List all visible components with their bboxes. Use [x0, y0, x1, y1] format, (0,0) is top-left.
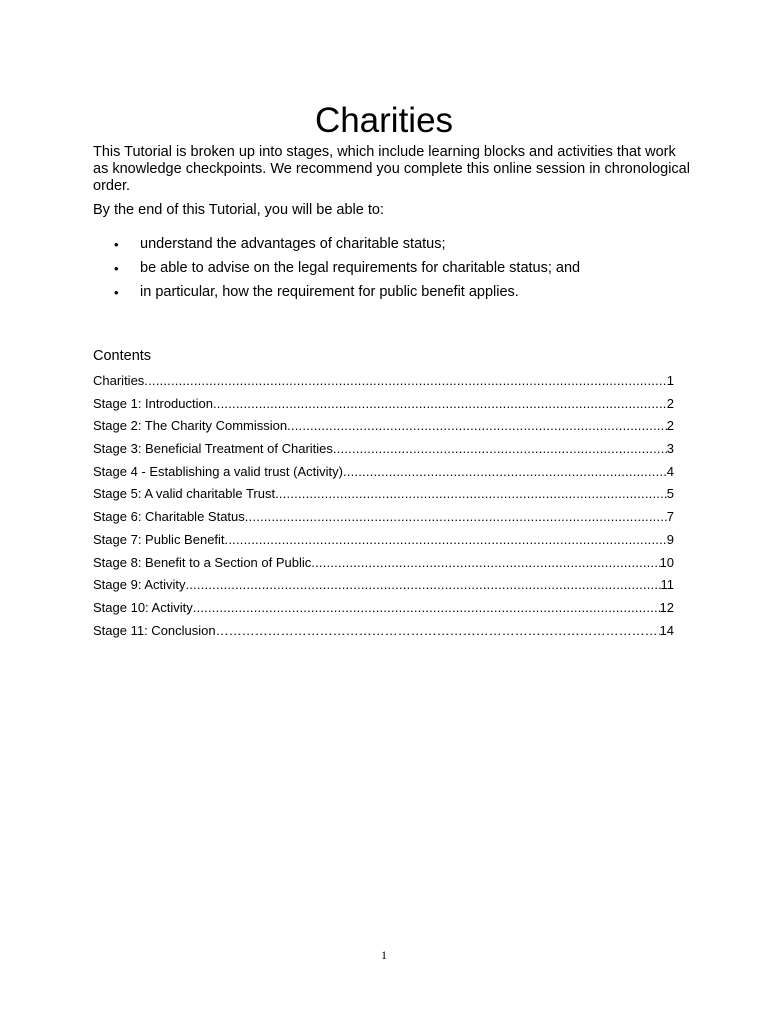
toc-entry-title: Charities	[93, 373, 145, 388]
toc-entry-title: Stage 5: A valid charitable Trust	[93, 486, 276, 502]
outcome-item	[93, 260, 580, 284]
toc-entry-page: 3	[666, 441, 674, 457]
toc-leader	[213, 395, 667, 412]
outcome-text: in particular, how the requirement for public benefit applies.	[140, 284, 519, 300]
toc-entry-title: Stage 8: Benefit to a Section of Public	[93, 554, 312, 570]
toc-leader	[287, 417, 667, 434]
toc-leader	[333, 440, 667, 457]
toc-entry[interactable]	[93, 508, 674, 531]
toc-entry[interactable]	[93, 440, 674, 463]
toc-entry-title: Stage 2: The Charity Commission	[93, 418, 288, 434]
toc-entry[interactable]	[93, 395, 674, 418]
toc-leader	[216, 622, 660, 639]
outcomes-lead: By the end of this Tutorial, you will be able to:	[93, 202, 384, 218]
toc-leader	[225, 531, 667, 548]
outcomes-list	[93, 236, 580, 308]
toc-entry-page: 2	[666, 395, 674, 411]
toc-leader	[245, 508, 667, 525]
toc-entry-page: 5	[666, 486, 674, 502]
bullet-icon: •	[114, 285, 119, 300]
toc-leader	[311, 554, 659, 571]
toc-entry-page: 14	[659, 622, 674, 638]
toc-entry-title: Stage 9: Activity	[93, 577, 186, 593]
toc-leader	[144, 372, 666, 389]
toc-entry-title: Stage 4 - Establishing a valid trust (Activity)	[93, 463, 343, 479]
table-of-contents	[93, 372, 674, 644]
toc-entry-title: Stage 7: Public Benefit	[93, 531, 225, 547]
toc-entry-title: Stage 3: Beneficial Treatment of Charities	[93, 441, 333, 457]
toc-entry[interactable]	[93, 463, 674, 486]
toc-entry[interactable]	[93, 417, 674, 440]
contents-heading: Contents	[93, 348, 152, 364]
outcome-text: be able to advise on the legal requirements for charitable status; and	[140, 260, 581, 276]
toc-entry-title: Stage 1: Introduction	[93, 395, 213, 411]
page-number: 1	[381, 948, 387, 962]
outcome-item	[93, 284, 580, 308]
toc-entry[interactable]	[93, 372, 674, 395]
toc-entry[interactable]	[93, 622, 674, 645]
toc-leader	[343, 463, 667, 480]
toc-entry[interactable]	[93, 485, 674, 508]
toc-entry-page: 9	[666, 531, 674, 547]
intro-paragraph: This Tutorial is broken up into stages, which include learning blocks and activities that work as knowledge checkpoints. We recommend you complete this online session in chronological order.	[93, 144, 690, 194]
outcome-item	[93, 236, 580, 260]
toc-entry-page: 4	[666, 463, 674, 479]
toc-entry[interactable]	[93, 599, 674, 622]
toc-leader	[275, 485, 667, 502]
bullet-icon: •	[114, 261, 119, 276]
toc-entry-page: 10	[659, 554, 674, 570]
toc-entry-page: 7	[666, 509, 674, 525]
page-title: Charities	[314, 101, 454, 140]
toc-leader	[186, 576, 661, 593]
toc-entry[interactable]	[93, 576, 674, 599]
toc-entry-page: 1	[666, 373, 674, 388]
toc-leader	[193, 599, 660, 616]
bullet-icon: •	[114, 237, 119, 252]
toc-entry-title: Stage 10: Activity	[93, 599, 193, 615]
toc-entry-title: Stage 6: Charitable Status	[93, 509, 245, 525]
toc-entry-page: 12	[659, 599, 674, 615]
toc-entry-page: 2	[666, 418, 674, 434]
toc-entry[interactable]	[93, 531, 674, 554]
toc-entry[interactable]	[93, 554, 674, 577]
toc-entry-title: Stage 11: Conclusion	[93, 622, 216, 638]
toc-entry-page: 11	[660, 577, 674, 593]
outcome-text: understand the advantages of charitable status;	[140, 236, 446, 252]
